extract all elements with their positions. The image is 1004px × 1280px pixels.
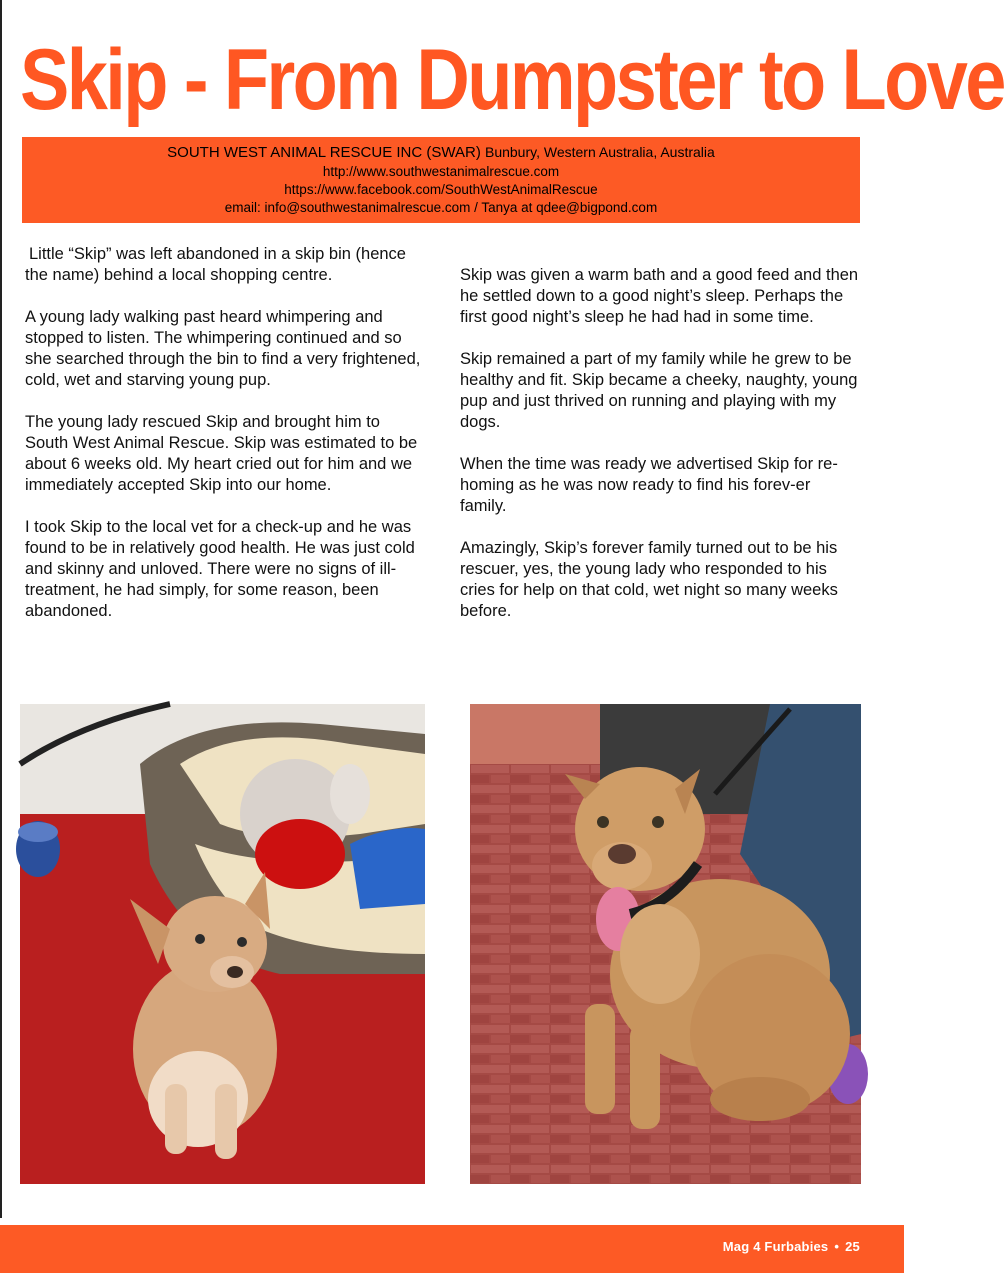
organization-info-box xyxy=(22,137,860,223)
page-number: 25 xyxy=(845,1239,860,1254)
article-paragraph: When the time was ready we advertised Skip for re-homing as he was now ready to find his forev-er family. xyxy=(460,455,838,515)
organization-location: Bunbury, Western Australia, Australia xyxy=(484,144,715,160)
footer-caption xyxy=(723,1239,860,1254)
article-paragraph: I took Skip to the local vet for a check-up and he was found to be in relatively good health. He was just cold and skinny and unloved. There were no signs of ill-treatment, he had simply, for some reason, been abandoned. xyxy=(25,518,415,620)
article-title: Skip - From Dumpster to Love xyxy=(20,32,1004,128)
puppy-photo xyxy=(20,704,425,1184)
organization-facebook: https://www.facebook.com/SouthWestAnimalRescue xyxy=(284,182,598,197)
article-paragraph: Skip remained a part of my family while he grew to be healthy and fit. Skip became a cheeky, naughty, young pup and just thrived on running and playing with my dogs. xyxy=(460,350,858,431)
organization-website: http://www.southwestanimalrescue.com xyxy=(322,164,560,179)
organization-email: email: info@southwestanimalrescue.com / Tanya at qdee@bigpond.com xyxy=(224,200,658,215)
grown-dog-photo xyxy=(470,704,861,1184)
page-left-rule xyxy=(0,0,2,1218)
organization-name: SOUTH WEST ANIMAL RESCUE INC (SWAR) xyxy=(167,144,481,161)
footer-magazine-name: Mag 4 Furbabies xyxy=(722,1239,829,1254)
article-paragraph: Little “Skip” was left abandoned in a skip bin (hence the name) behind a local shopping centre. xyxy=(25,245,406,284)
article-paragraph: Skip was given a warm bath and a good feed and then he settled down to a good night’s sleep. Perhaps the first good night’s sleep he had had in some time. xyxy=(460,266,859,326)
organization-line xyxy=(22,142,860,163)
article-paragraph: The young lady rescued Skip and brought him to South West Animal Rescue. Skip was estimated to be about 6 weeks old. My heart cried out for him and we immediately accepted Skip into our home. xyxy=(25,413,418,494)
article-column-left xyxy=(25,244,425,643)
article-column-right xyxy=(460,265,860,643)
footer-bar xyxy=(0,1225,904,1273)
article-paragraph: Amazingly, Skip’s forever family turned out to be his rescuer, yes, the young lady who responded to his cries for help on that cold, wet night so many weeks before. xyxy=(460,539,838,620)
article-paragraph: A young lady walking past heard whimpering and stopped to listen. The whimpering continued and so she searched through the bin to find a very frightened, cold, wet and starving young pup. xyxy=(25,308,421,389)
footer-separator: • xyxy=(834,1239,840,1254)
